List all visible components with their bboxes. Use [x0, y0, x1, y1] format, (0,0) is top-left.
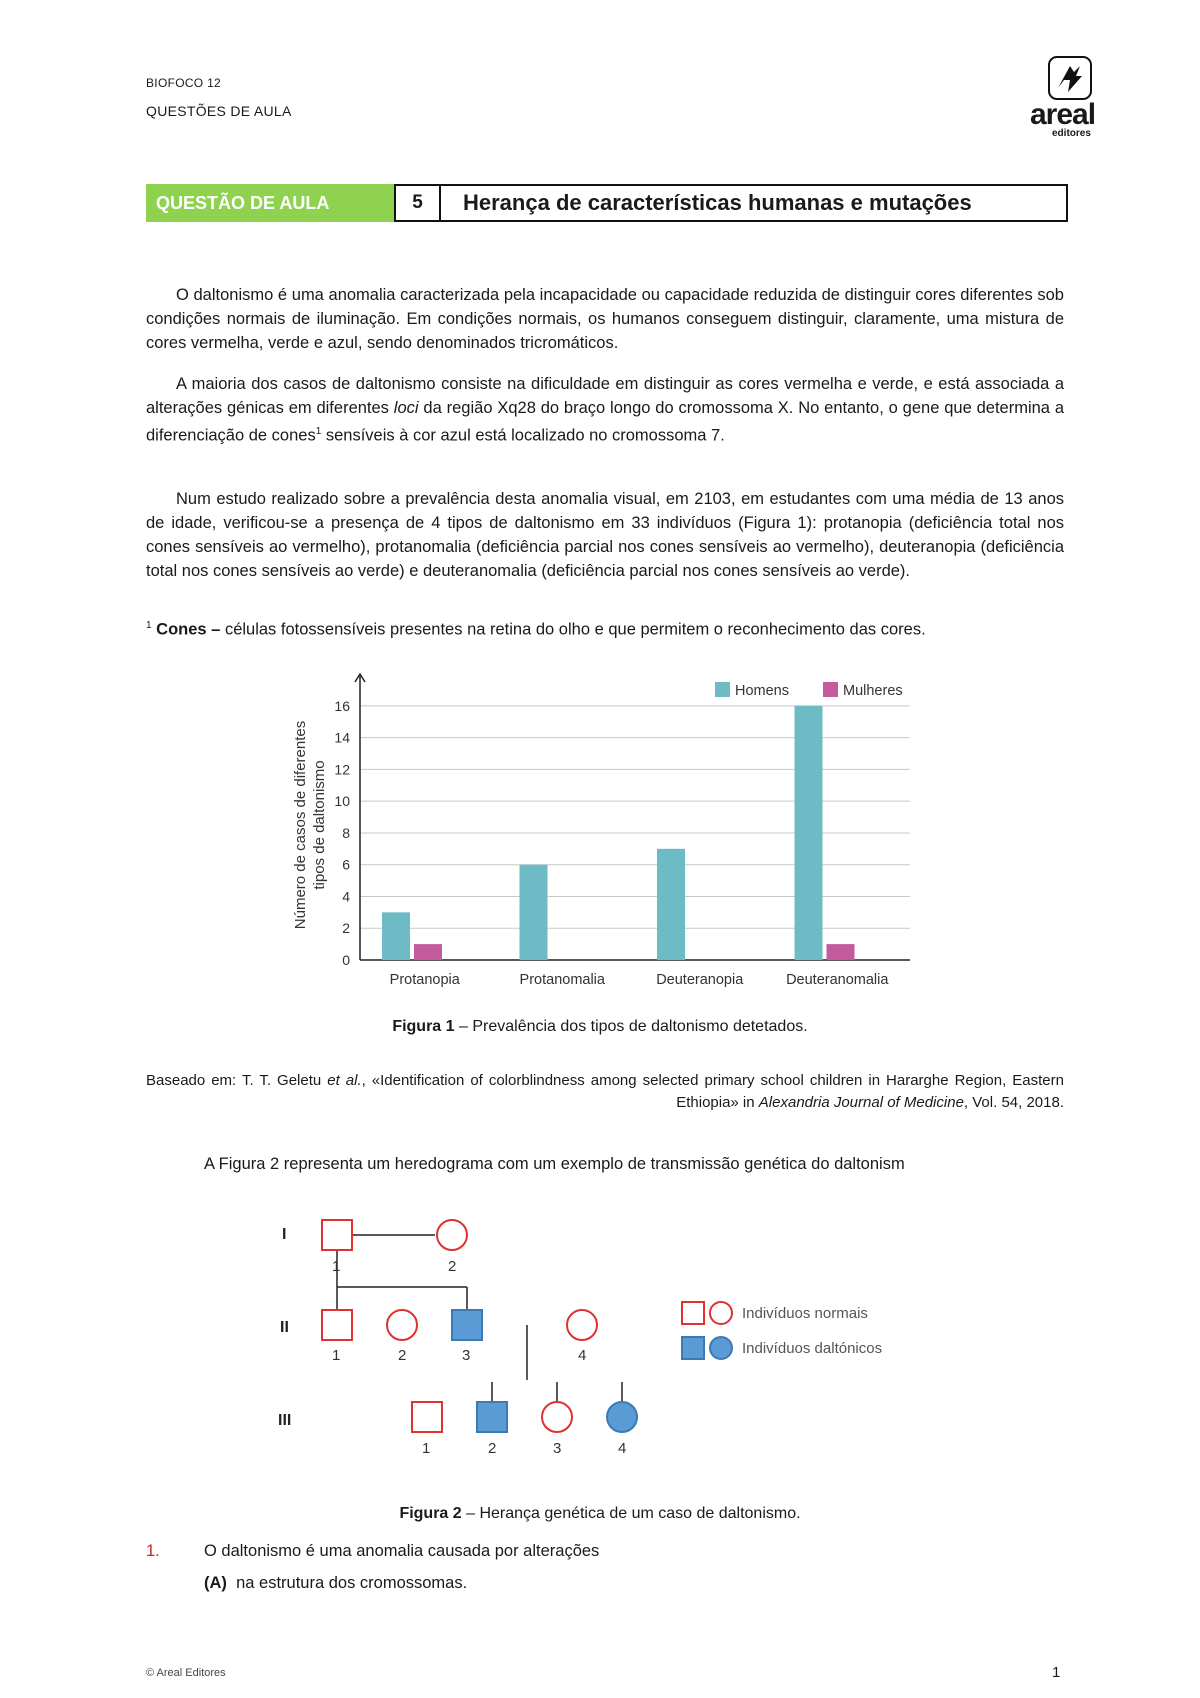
intro-paragraph-2: A maioria dos casos de daltonismo consiste na dificuldade em distinguir as cores vermelha e verde, e está associada a alterações génicas em diferentes loci da região Xq28 do braço longo do cromossoma X. No entanto, o gene que determina a diferenciação de cones$^1$ sensíveis à cor azul está localizado no cromossoma 7.	[146, 375, 1064, 445]
y-tick-label: 6	[342, 856, 350, 873]
areal-logo-icon	[1048, 56, 1092, 100]
pedigree-intro: A Figura 2 representa um heredograma com um exemplo de transmissão genética do daltonism	[204, 1155, 905, 1173]
legend-label-mulheres: Mulheres	[843, 683, 903, 699]
bar-mulheres-deuteranomalia	[827, 944, 855, 960]
question-number: 5	[394, 184, 441, 222]
pedigree-diagram	[270, 1205, 930, 1475]
bar-homens-deuteranopia	[657, 849, 685, 960]
legend-affected-male-icon	[682, 1337, 704, 1359]
daltonism-bar-chart	[280, 670, 980, 1000]
y-axis-label-line2: tipos de daltonismo	[311, 760, 328, 890]
gen2-male-affected-3	[452, 1310, 482, 1340]
question-header-bar	[146, 184, 1068, 222]
gen3-female-normal-3	[542, 1402, 572, 1432]
section-label: QUESTÕES DE AULA	[146, 103, 292, 119]
figure2-caption: Figura 2 – Herança genética de um caso de daltonismo.	[399, 1505, 801, 1522]
question-1-option-a[interactable]: (A) na estrutura dos cromossomas.	[204, 1574, 468, 1592]
gen3-female-affected-4	[607, 1402, 637, 1432]
question-1-text: O daltonismo é uma anomalia causada por alterações	[204, 1542, 600, 1560]
gen3-male-normal-1	[412, 1402, 442, 1432]
x-tick-label: Deuteranomalia	[786, 972, 889, 988]
generation-label-ii: II	[280, 1319, 289, 1336]
gen3-number-4: 4	[618, 1440, 627, 1457]
bar-mulheres-protanopia	[414, 944, 442, 960]
question-1	[146, 1542, 599, 1561]
legend-normal-male-icon	[682, 1302, 704, 1324]
gen2-number-3: 3	[462, 1347, 471, 1364]
logo-wordmark: areal	[1030, 98, 1096, 131]
gen2-number-4: 4	[578, 1347, 587, 1364]
x-tick-label: Protanopia	[389, 972, 460, 988]
gen2-number-2: 2	[398, 1347, 407, 1364]
subject-label: BIOFOCO 12	[146, 76, 222, 90]
question-title: Herança de características humanas e mutações	[441, 184, 1068, 222]
y-tick-label: 16	[334, 697, 350, 714]
bar-homens-protanopia	[382, 912, 410, 960]
x-tick-label: Protanomalia	[519, 972, 605, 988]
y-tick-label: 2	[342, 920, 350, 937]
legend-affected-label: Indivíduos daltónicos	[742, 1340, 883, 1357]
bar-homens-protanomalia	[520, 865, 548, 960]
legend-affected-female-icon	[710, 1337, 732, 1359]
x-tick-label: Deuteranopia	[656, 972, 744, 988]
y-tick-label: 14	[334, 729, 350, 746]
gen3-number-3: 3	[553, 1440, 562, 1457]
y-tick-label: 8	[342, 824, 350, 841]
source-citation: Baseado em: T. T. Geletu et al., «Identification of colorblindness among selected primary school children in Hararghe Region, Eastern Ethiopia» in Alexandria Journal of Medicine, Vol. 54, 2018.	[146, 1072, 1064, 1111]
generation-label-i: I	[282, 1226, 287, 1243]
generation-label-iii: III	[278, 1412, 292, 1429]
y-tick-label: 0	[342, 952, 350, 968]
footer-copyright: © Areal Editores	[146, 1667, 226, 1679]
gen2-female-normal-2	[387, 1310, 417, 1340]
question-1-number: 1.	[146, 1542, 160, 1560]
y-tick-label: 4	[342, 888, 350, 905]
legend-swatch-mulheres	[823, 682, 838, 697]
intro-paragraph-1: O daltonismo é uma anomalia caracterizada pela incapacidade ou capacidade reduzida de distinguir cores diferentes sob condições normais de iluminação. Em condições normais, os humanos conseguem distinguir, claramente, uma mistura de cores vermelha, verde e azul, sendo denominados tricromáticos.	[146, 286, 1064, 352]
gen2-female-normal-4	[567, 1310, 597, 1340]
gen1-number-2: 2	[448, 1258, 457, 1275]
gen3-number-2: 2	[488, 1440, 497, 1457]
figure1-caption: Figura 1 – Prevalência dos tipos de daltonismo detetados.	[392, 1018, 808, 1035]
gen3-male-affected-2	[477, 1402, 507, 1432]
gen1-female-normal	[437, 1220, 467, 1250]
footnote: $^1$ Cones – células fotossensíveis presentes na retina do olho e que permitem o reconhecimento das cores.	[146, 620, 926, 639]
intro-paragraph-3: Num estudo realizado sobre a prevalência desta anomalia visual, em 2103, em estudantes com uma média de 13 anos de idade, verificou-se a presença de 4 tipos de daltonismo em 33 indivíduos (Figura 1): protanopia (deficiência total nos cones sensíveis ao vermelho), protanomalia (deficiência parcial nos cones sensíveis ao vermelho), deuteranopia (deficiência total nos cones sensíveis ao verde) e deuteranomalia (deficiência parcial nos cones sensíveis ao verde).	[146, 490, 1064, 580]
gen1-male-normal	[322, 1220, 352, 1250]
logo-subtext: editores	[1052, 128, 1091, 139]
y-tick-label: 12	[334, 761, 350, 778]
y-tick-label: 10	[334, 793, 350, 810]
y-axis-label-line1: Número de casos de diferentes	[292, 720, 309, 930]
legend-normal-female-icon	[710, 1302, 732, 1324]
gen1-number-1: 1	[332, 1258, 341, 1275]
bar-homens-deuteranomalia	[795, 706, 823, 960]
gen2-male-normal-1	[322, 1310, 352, 1340]
gen3-number-1: 1	[422, 1440, 431, 1457]
legend-swatch-homens	[715, 682, 730, 697]
legend-normal-label: Indivíduos normais	[742, 1305, 868, 1322]
page-number: 1	[1052, 1664, 1061, 1681]
legend-label-homens: Homens	[735, 683, 789, 699]
question-badge: QUESTÃO DE AULA	[146, 184, 394, 222]
gen2-number-1: 1	[332, 1347, 341, 1364]
